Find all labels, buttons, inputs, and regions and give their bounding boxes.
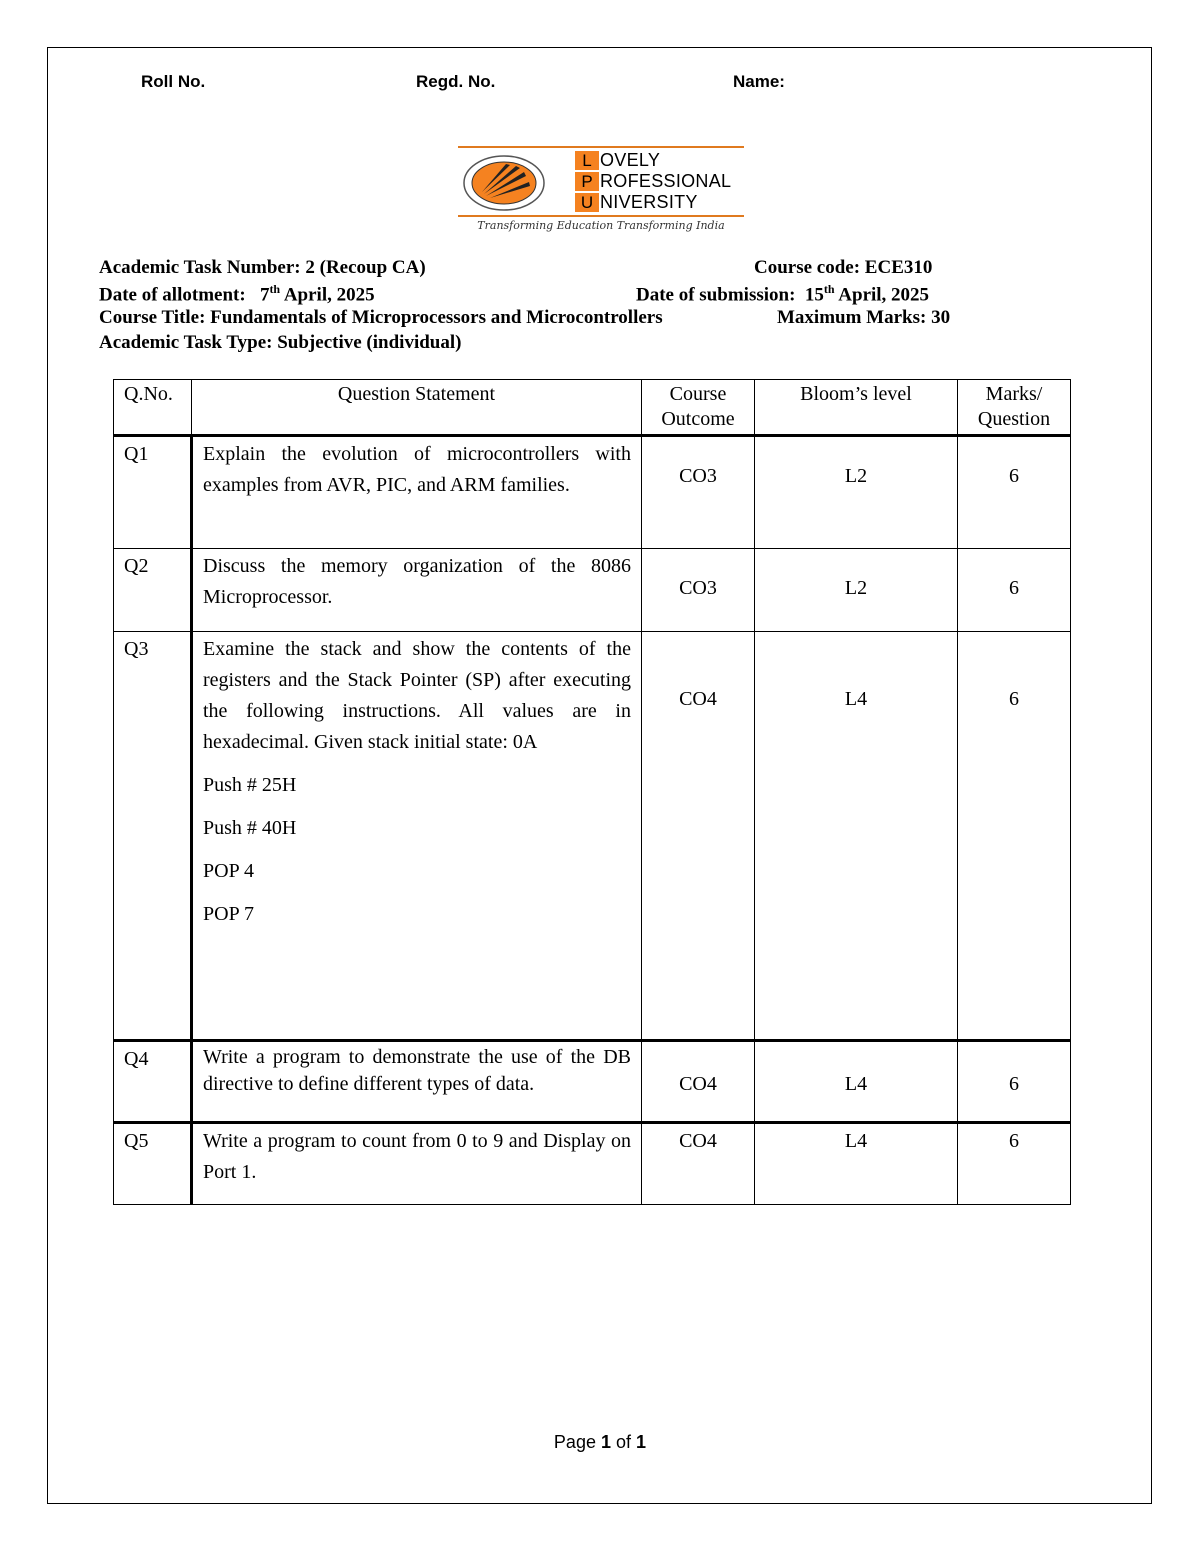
table-row xyxy=(114,1041,1071,1123)
row-qno: Q1 xyxy=(114,436,192,549)
max-marks: Maximum Marks: 30 xyxy=(777,307,951,328)
logo-bottom-bar xyxy=(458,215,744,217)
row-bloom: L2 xyxy=(755,549,958,632)
row-co: CO3 xyxy=(642,549,755,632)
row-qno: Q5 xyxy=(114,1123,192,1205)
row-bloom: L2 xyxy=(755,436,958,549)
stack-instruction: POP 4 xyxy=(203,860,254,882)
submission-day: 15 xyxy=(804,284,824,306)
logo-letter-p: P xyxy=(575,172,599,191)
header-marks-line2: Question xyxy=(977,408,1051,430)
row-statement: Write a program to count from 0 to 9 and Display on Port 1. xyxy=(192,1123,642,1205)
header-course-outcome xyxy=(642,380,755,436)
allotment-label: Date of allotment: xyxy=(99,284,246,306)
row-marks: 6 xyxy=(958,549,1071,632)
table-row xyxy=(114,436,1071,549)
row-marks: 6 xyxy=(958,632,1071,1041)
header-bloom: Bloom’s level xyxy=(755,380,958,436)
course-code: Course code: ECE310 xyxy=(754,257,933,278)
page-of: of xyxy=(616,1432,632,1452)
submission-rest: April, 2025 xyxy=(838,284,930,306)
logo-word-niversity: NIVERSITY xyxy=(600,192,698,212)
logo-top-bar xyxy=(458,146,744,148)
allotment-date xyxy=(99,282,375,306)
page-total: 1 xyxy=(636,1432,647,1452)
task-number: Academic Task Number: 2 (Recoup CA) xyxy=(99,257,426,278)
table-row xyxy=(114,1123,1071,1205)
submission-label: Date of submission: xyxy=(636,284,796,306)
row-statement-cell xyxy=(192,632,642,1041)
row-bloom: L4 xyxy=(755,1123,958,1205)
logo-letter-l: L xyxy=(575,151,599,170)
header-co-line2: Outcome xyxy=(661,408,735,430)
row-marks: 6 xyxy=(958,1041,1071,1123)
stack-instruction: Push # 25H xyxy=(203,774,297,796)
logo-tagline: Transforming Education Transforming India xyxy=(477,219,725,232)
university-emblem-icon xyxy=(462,154,546,212)
row-statement: Explain the evolution of microcontrollers with examples from AVR, PIC, and ARM families. xyxy=(192,436,642,549)
logo-word-rofessional: ROFESSIONAL xyxy=(600,171,732,191)
row-co: CO4 xyxy=(642,632,755,1041)
row-qno: Q3 xyxy=(114,632,192,1041)
roll-no-label: Roll No. xyxy=(141,72,206,91)
header-co-line1: Course xyxy=(669,383,727,405)
page-prefix: Page xyxy=(553,1432,596,1452)
row-qno: Q2 xyxy=(114,549,192,632)
row-co: CO4 xyxy=(642,1123,755,1205)
page-number: 1 xyxy=(600,1432,611,1452)
task-type: Academic Task Type: Subjective (individual) xyxy=(99,332,462,353)
header-marks xyxy=(958,380,1071,436)
stack-instruction: Push # 40H xyxy=(203,817,297,839)
row-marks: 6 xyxy=(958,436,1071,549)
logo-word-ovely: OVELY xyxy=(600,150,661,170)
row-qno: Q4 xyxy=(114,1041,192,1123)
page-footer xyxy=(0,1432,1200,1453)
submission-date xyxy=(636,282,929,306)
allotment-rest: April, 2025 xyxy=(283,284,375,306)
table-row xyxy=(114,549,1071,632)
row-marks: 6 xyxy=(958,1123,1071,1205)
regd-no-label: Regd. No. xyxy=(416,72,496,91)
header-qno: Q.No. xyxy=(114,380,192,436)
university-logo xyxy=(458,146,744,236)
allotment-day: 7 xyxy=(259,284,270,306)
logo-letter-u: U xyxy=(575,193,599,212)
table-header-row xyxy=(114,380,1071,436)
row-statement: Discuss the memory organization of the 8086 Microprocessor. xyxy=(192,549,642,632)
row-co: CO4 xyxy=(642,1041,755,1123)
name-label: Name: xyxy=(733,72,785,91)
course-title: Course Title: Fundamentals of Microprocessors and Microcontrollers xyxy=(99,307,663,328)
row-bloom: L4 xyxy=(755,1041,958,1123)
row-statement: Examine the stack and show the contents of the registers and the Stack Pointer (SP) after executing the following instructions. All values are in hexadecimal. Given stack initial state: 0A xyxy=(203,638,631,753)
submission-sup: th xyxy=(823,282,835,296)
allotment-sup: th xyxy=(269,282,281,296)
stack-instruction: POP 7 xyxy=(203,903,254,925)
table-row xyxy=(114,632,1071,1041)
row-statement: Write a program to demonstrate the use of the DB directive to define different types of data. xyxy=(192,1041,642,1123)
questions-table xyxy=(113,379,1071,1205)
header-marks-line1: Marks/ xyxy=(985,383,1043,405)
header-statement: Question Statement xyxy=(192,380,642,436)
row-co: CO3 xyxy=(642,436,755,549)
row-bloom: L4 xyxy=(755,632,958,1041)
